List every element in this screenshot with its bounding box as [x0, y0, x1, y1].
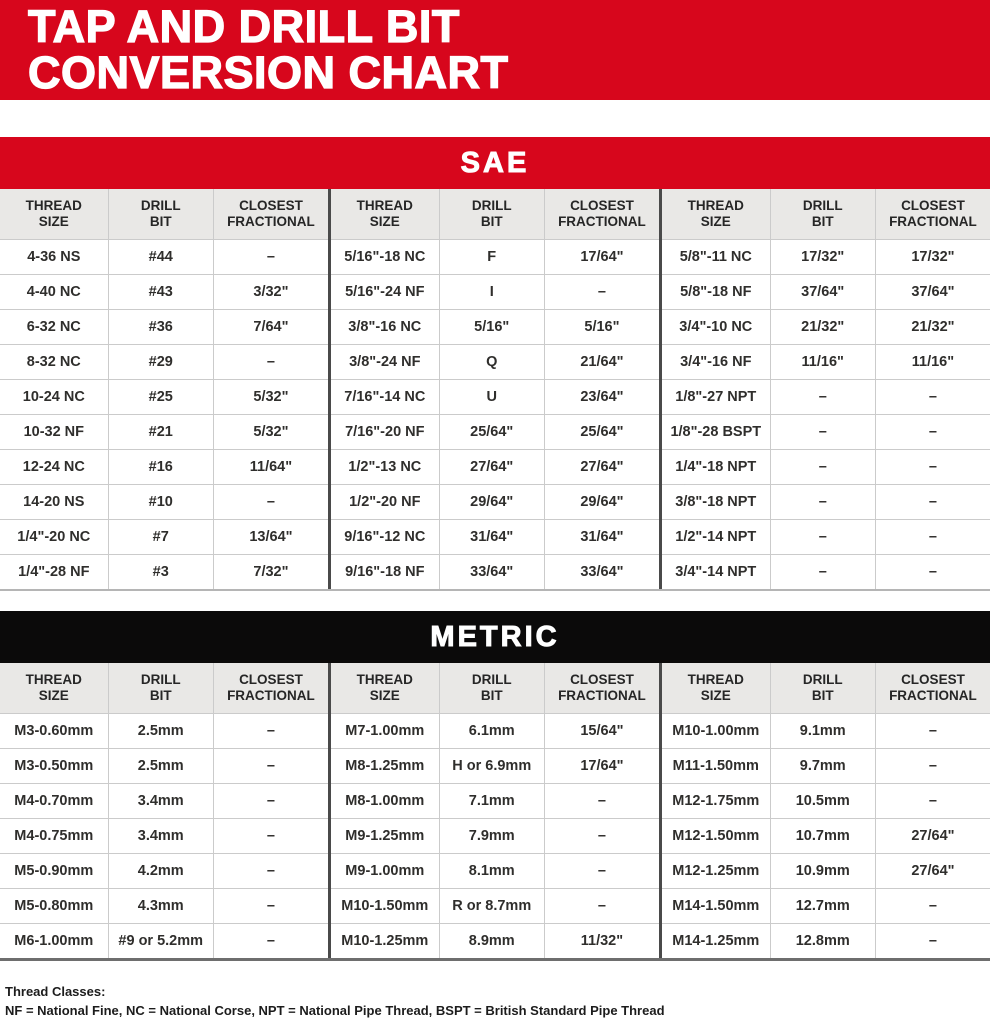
table-row [0, 748, 328, 783]
thread-classes-note [5, 984, 990, 1018]
table-row [0, 449, 328, 484]
closest-fractional-cell: 13/64" [213, 520, 328, 554]
closest-fractional-cell: 25/64" [544, 415, 659, 449]
table-row [662, 519, 990, 554]
thread-size-cell: M14-1.25mm [672, 933, 760, 949]
thread-size-cell: 1/8"-27 NPT [675, 389, 757, 405]
table-row [331, 344, 659, 379]
column-header-line2: BIT [811, 214, 834, 229]
thread-size-cell: 5/16"-24 NF [345, 284, 425, 300]
column-header-line1: CLOSEST [901, 671, 965, 687]
column-header-line2: FRACTIONAL [227, 214, 315, 229]
column-header-row [662, 663, 990, 713]
sae-section-title: SAE [460, 146, 530, 179]
table-row [331, 818, 659, 853]
closest-fractional-cell: 27/64" [875, 854, 990, 888]
metric-section-band [0, 611, 990, 663]
table-row [331, 484, 659, 519]
drill-bit-cell: 29/64" [439, 485, 544, 519]
closest-fractional-cell: – [544, 819, 659, 853]
drill-bit-cell: R or 8.7mm [439, 889, 544, 923]
table-row [662, 414, 990, 449]
column-header [662, 189, 770, 239]
column-header-line2: FRACTIONAL [889, 214, 977, 229]
table-row [0, 239, 328, 274]
column-header-line1: THREAD [687, 671, 744, 687]
thread-size-cell: M10-1.25mm [341, 933, 429, 949]
drill-bit-cell: U [439, 380, 544, 414]
closest-fractional-cell: 5/16" [544, 310, 659, 344]
drill-bit-cell: – [770, 485, 875, 519]
closest-fractional-cell: – [213, 924, 328, 958]
table-row [662, 309, 990, 344]
drill-bit-cell: – [770, 520, 875, 554]
column-header [770, 189, 875, 239]
table-row [662, 818, 990, 853]
table-row [331, 713, 659, 748]
table-row [0, 484, 328, 519]
thread-size-cell: 3/8"-18 NPT [675, 494, 757, 510]
table-row [331, 519, 659, 554]
closest-fractional-cell: 11/16" [875, 345, 990, 379]
column-header-line1: CLOSEST [901, 197, 965, 213]
thread-size-cell: M9-1.25mm [345, 828, 425, 844]
drill-bit-cell: #10 [108, 485, 213, 519]
closest-fractional-cell: 7/64" [213, 310, 328, 344]
table-row [0, 274, 328, 309]
thread-size-cell: 1/4"-20 NC [17, 529, 91, 545]
drill-bit-cell: #43 [108, 275, 213, 309]
closest-fractional-cell: 21/32" [875, 310, 990, 344]
table-row [331, 853, 659, 888]
table-row [331, 239, 659, 274]
drill-bit-cell: #25 [108, 380, 213, 414]
metric-section [0, 611, 990, 961]
thread-size-cell: M4-0.70mm [14, 793, 94, 809]
table-row [331, 449, 659, 484]
thread-size-cell: 5/16"-18 NC [344, 249, 426, 265]
closest-fractional-cell: 3/32" [213, 275, 328, 309]
column-header-line2: SIZE [700, 688, 731, 703]
closest-fractional-cell: – [213, 345, 328, 379]
drill-bit-cell: 37/64" [770, 275, 875, 309]
thread-size-cell: 7/16"-20 NF [345, 424, 425, 440]
closest-fractional-cell: 33/64" [544, 555, 659, 589]
thread-size-cell: 3/4"-16 NF [680, 354, 752, 370]
drill-bit-cell: 11/16" [770, 345, 875, 379]
column-header-row [0, 663, 328, 713]
closest-fractional-cell: 37/64" [875, 275, 990, 309]
thread-size-cell: 5/8"-18 NF [680, 284, 752, 300]
table-row [0, 309, 328, 344]
thread-size-cell: 3/8"-16 NC [348, 319, 422, 335]
column-header-line1: THREAD [356, 671, 413, 687]
table-row [662, 449, 990, 484]
thread-classes-title: Thread Classes: [5, 984, 106, 999]
drill-bit-cell: F [439, 240, 544, 274]
column-header [0, 189, 108, 239]
column-header-line2: SIZE [369, 214, 400, 229]
drill-bit-cell: 5/16" [439, 310, 544, 344]
page-title-line1: TAP AND DRILL BIT [28, 1, 460, 52]
thread-size-cell: 14-20 NS [23, 494, 85, 510]
thread-size-cell: M5-0.90mm [14, 863, 94, 879]
closest-fractional-cell: – [875, 714, 990, 748]
drill-bit-cell: 21/32" [770, 310, 875, 344]
closest-fractional-cell: – [213, 714, 328, 748]
table-row [662, 748, 990, 783]
table-row [662, 888, 990, 923]
closest-fractional-cell: – [544, 854, 659, 888]
column-header-line1: DRILL [471, 671, 512, 687]
page-title-banner [0, 0, 990, 100]
drill-bit-cell: 31/64" [439, 520, 544, 554]
drill-bit-cell: I [439, 275, 544, 309]
table-row [331, 274, 659, 309]
table-row [0, 344, 328, 379]
drill-bit-cell: 8.9mm [439, 924, 544, 958]
column-header-line1: CLOSEST [239, 671, 303, 687]
thread-size-cell: 3/8"-24 NF [349, 354, 421, 370]
table-row [0, 888, 328, 923]
table-row [662, 484, 990, 519]
closest-fractional-cell: – [875, 415, 990, 449]
column-header [770, 663, 875, 713]
drill-bit-cell: 8.1mm [439, 854, 544, 888]
closest-fractional-cell: 23/64" [544, 380, 659, 414]
drill-bit-cell: – [770, 555, 875, 589]
closest-fractional-cell: – [875, 555, 990, 589]
column-header-line2: SIZE [369, 688, 400, 703]
table-row [0, 713, 328, 748]
drill-bit-cell: #3 [108, 555, 213, 589]
drill-bit-cell: 2.5mm [108, 714, 213, 748]
column-header-line2: FRACTIONAL [558, 688, 646, 703]
column-group [0, 189, 328, 589]
column-header-line1: DRILL [140, 197, 181, 213]
drill-bit-cell: 12.7mm [770, 889, 875, 923]
thread-size-cell: M7-1.00mm [345, 723, 425, 739]
thread-size-cell: 1/2"-13 NC [348, 459, 422, 475]
closest-fractional-cell: – [875, 924, 990, 958]
closest-fractional-cell: 15/64" [544, 714, 659, 748]
closest-fractional-cell: 11/32" [544, 924, 659, 958]
drill-bit-cell: 4.2mm [108, 854, 213, 888]
column-header-row [331, 663, 659, 713]
column-header-line2: BIT [480, 688, 503, 703]
sae-section [0, 137, 990, 591]
column-header-line2: FRACTIONAL [889, 688, 977, 703]
column-header-line1: DRILL [471, 197, 512, 213]
column-header-line1: THREAD [25, 671, 82, 687]
table-row [0, 554, 328, 589]
closest-fractional-cell: – [213, 240, 328, 274]
drill-bit-cell: #21 [108, 415, 213, 449]
column-header [0, 663, 108, 713]
drill-bit-cell: 6.1mm [439, 714, 544, 748]
column-group [0, 663, 328, 958]
drill-bit-cell: 3.4mm [108, 784, 213, 818]
column-header [213, 663, 328, 713]
drill-bit-cell: #29 [108, 345, 213, 379]
drill-bit-cell: #16 [108, 450, 213, 484]
drill-bit-cell: 7.9mm [439, 819, 544, 853]
table-row [331, 923, 659, 958]
column-header-line2: SIZE [38, 214, 69, 229]
closest-fractional-cell: – [213, 854, 328, 888]
table-row [662, 239, 990, 274]
thread-size-cell: M11-1.50mm [672, 758, 759, 774]
closest-fractional-cell: – [875, 485, 990, 519]
column-header [875, 663, 990, 713]
table-row [331, 554, 659, 589]
column-header-line2: SIZE [700, 214, 731, 229]
column-header-line1: THREAD [356, 197, 413, 213]
closest-fractional-cell: – [213, 819, 328, 853]
drill-bit-cell: #9 or 5.2mm [108, 924, 213, 958]
drill-bit-cell: – [770, 380, 875, 414]
thread-size-cell: 1/2"-14 NPT [675, 529, 757, 545]
column-header-line1: CLOSEST [239, 197, 303, 213]
thread-size-cell: 4-40 NC [26, 284, 81, 300]
table-row [662, 923, 990, 958]
column-header-line1: THREAD [687, 197, 744, 213]
table-row [0, 783, 328, 818]
thread-size-cell: 5/8"-11 NC [679, 249, 752, 265]
table-row [331, 783, 659, 818]
column-header [108, 663, 213, 713]
table-row [662, 344, 990, 379]
column-header-line2: BIT [480, 214, 503, 229]
closest-fractional-cell: 21/64" [544, 345, 659, 379]
thread-size-cell: M6-1.00mm [14, 933, 94, 949]
drill-bit-cell: 27/64" [439, 450, 544, 484]
column-header-row [662, 189, 990, 239]
closest-fractional-cell: – [875, 889, 990, 923]
drill-bit-cell: – [770, 450, 875, 484]
closest-fractional-cell: 17/32" [875, 240, 990, 274]
thread-classes-abbreviations: NF = National Fine, NC = National Corse, NPT = National Pipe Thread, BSPT = British Standard Pipe Thread [5, 1003, 665, 1018]
column-header [331, 189, 439, 239]
thread-size-cell: M10-1.50mm [341, 898, 429, 914]
closest-fractional-cell: 17/64" [544, 240, 659, 274]
thread-size-cell: 1/2"-20 NF [349, 494, 421, 510]
column-header-row [331, 189, 659, 239]
table-row [662, 713, 990, 748]
column-header-row [0, 189, 328, 239]
column-header [439, 663, 544, 713]
page-title-line2: CONVERSION CHART [28, 47, 509, 98]
table-row [331, 379, 659, 414]
drill-bit-cell: 12.8mm [770, 924, 875, 958]
table-row [0, 923, 328, 958]
column-header-line2: FRACTIONAL [227, 688, 315, 703]
table-row [0, 519, 328, 554]
column-group [328, 189, 659, 589]
drill-bit-cell: 4.3mm [108, 889, 213, 923]
closest-fractional-cell: – [875, 380, 990, 414]
closest-fractional-cell: 7/32" [213, 555, 328, 589]
table-row [0, 853, 328, 888]
column-header [213, 189, 328, 239]
drill-bit-cell: Q [439, 345, 544, 379]
drill-bit-cell: 17/32" [770, 240, 875, 274]
table-row [0, 379, 328, 414]
thread-size-cell: M3-0.60mm [14, 723, 94, 739]
thread-size-cell: M3-0.50mm [14, 758, 94, 774]
drill-bit-cell: 9.1mm [770, 714, 875, 748]
thread-size-cell: M12-1.50mm [672, 828, 760, 844]
thread-size-cell: 7/16"-14 NC [344, 389, 426, 405]
closest-fractional-cell: 31/64" [544, 520, 659, 554]
column-header-line1: CLOSEST [570, 197, 634, 213]
closest-fractional-cell: – [544, 275, 659, 309]
thread-size-cell: M12-1.25mm [672, 863, 760, 879]
thread-size-cell: M5-0.80mm [14, 898, 94, 914]
thread-size-cell: 1/4"-28 NF [18, 564, 90, 580]
closest-fractional-cell: – [875, 450, 990, 484]
table-row [0, 818, 328, 853]
closest-fractional-cell: 17/64" [544, 749, 659, 783]
thread-size-cell: M10-1.00mm [672, 723, 760, 739]
closest-fractional-cell: – [213, 889, 328, 923]
drill-bit-cell: 3.4mm [108, 819, 213, 853]
column-header [875, 189, 990, 239]
thread-size-cell: M12-1.75mm [672, 793, 760, 809]
closest-fractional-cell: 11/64" [213, 450, 328, 484]
closest-fractional-cell: – [213, 485, 328, 519]
closest-fractional-cell: 27/64" [875, 819, 990, 853]
table-row [331, 414, 659, 449]
closest-fractional-cell: 29/64" [544, 485, 659, 519]
column-group [328, 663, 659, 958]
thread-size-cell: 3/4"-14 NPT [675, 564, 757, 580]
thread-size-cell: M8-1.25mm [345, 758, 425, 774]
thread-size-cell: M8-1.00mm [345, 793, 425, 809]
drill-bit-cell: 2.5mm [108, 749, 213, 783]
metric-section-title: METRIC [430, 620, 560, 653]
table-row [331, 309, 659, 344]
table-row [662, 853, 990, 888]
table-row [331, 888, 659, 923]
sae-table [0, 189, 990, 591]
closest-fractional-cell: – [875, 784, 990, 818]
column-header-line2: BIT [149, 688, 172, 703]
table-row [662, 783, 990, 818]
thread-size-cell: 6-32 NC [26, 319, 81, 335]
column-header [439, 189, 544, 239]
closest-fractional-cell: – [213, 784, 328, 818]
column-header-line1: DRILL [140, 671, 181, 687]
drill-bit-cell: 25/64" [439, 415, 544, 449]
thread-size-cell: 10-32 NF [23, 424, 85, 440]
column-group [659, 663, 990, 958]
column-header-line1: DRILL [802, 197, 843, 213]
closest-fractional-cell: – [875, 749, 990, 783]
column-header-line2: FRACTIONAL [558, 214, 646, 229]
closest-fractional-cell: 5/32" [213, 415, 328, 449]
thread-size-cell: 1/8"-28 BSPT [670, 424, 762, 440]
drill-bit-cell: 10.7mm [770, 819, 875, 853]
column-header [108, 189, 213, 239]
thread-size-cell: M4-0.75mm [14, 828, 94, 844]
column-group [659, 189, 990, 589]
closest-fractional-cell: – [213, 749, 328, 783]
table-row [331, 748, 659, 783]
closest-fractional-cell: – [544, 784, 659, 818]
thread-size-cell: 1/4"-18 NPT [675, 459, 757, 475]
thread-size-cell: 12-24 NC [22, 459, 85, 475]
table-row [662, 554, 990, 589]
closest-fractional-cell: 27/64" [544, 450, 659, 484]
drill-bit-cell: 10.9mm [770, 854, 875, 888]
column-header [544, 663, 659, 713]
thread-size-cell: M14-1.50mm [672, 898, 760, 914]
column-header [662, 663, 770, 713]
drill-bit-cell: 7.1mm [439, 784, 544, 818]
table-row [662, 379, 990, 414]
closest-fractional-cell: – [544, 889, 659, 923]
closest-fractional-cell: – [875, 520, 990, 554]
table-row [662, 274, 990, 309]
column-header [331, 663, 439, 713]
thread-size-cell: 4-36 NS [27, 249, 81, 265]
column-header-line1: CLOSEST [570, 671, 634, 687]
drill-bit-cell: – [770, 415, 875, 449]
thread-size-cell: 9/16"-18 NF [345, 564, 425, 580]
thread-size-cell: 9/16"-12 NC [344, 529, 426, 545]
metric-table [0, 663, 990, 961]
column-header-line2: BIT [149, 214, 172, 229]
sae-section-band [0, 137, 990, 189]
column-header-line2: SIZE [38, 688, 69, 703]
closest-fractional-cell: 5/32" [213, 380, 328, 414]
drill-bit-cell: 10.5mm [770, 784, 875, 818]
drill-bit-cell: 33/64" [439, 555, 544, 589]
drill-bit-cell: H or 6.9mm [439, 749, 544, 783]
column-header [544, 189, 659, 239]
drill-bit-cell: #7 [108, 520, 213, 554]
thread-size-cell: 8-32 NC [26, 354, 81, 370]
table-row [0, 414, 328, 449]
thread-size-cell: 3/4"-10 NC [679, 319, 753, 335]
column-header-line2: BIT [811, 688, 834, 703]
thread-size-cell: M9-1.00mm [345, 863, 425, 879]
drill-bit-cell: #36 [108, 310, 213, 344]
drill-bit-cell: 9.7mm [770, 749, 875, 783]
column-header-line1: DRILL [802, 671, 843, 687]
column-header-line1: THREAD [25, 197, 82, 213]
drill-bit-cell: #44 [108, 240, 213, 274]
thread-size-cell: 10-24 NC [22, 389, 85, 405]
